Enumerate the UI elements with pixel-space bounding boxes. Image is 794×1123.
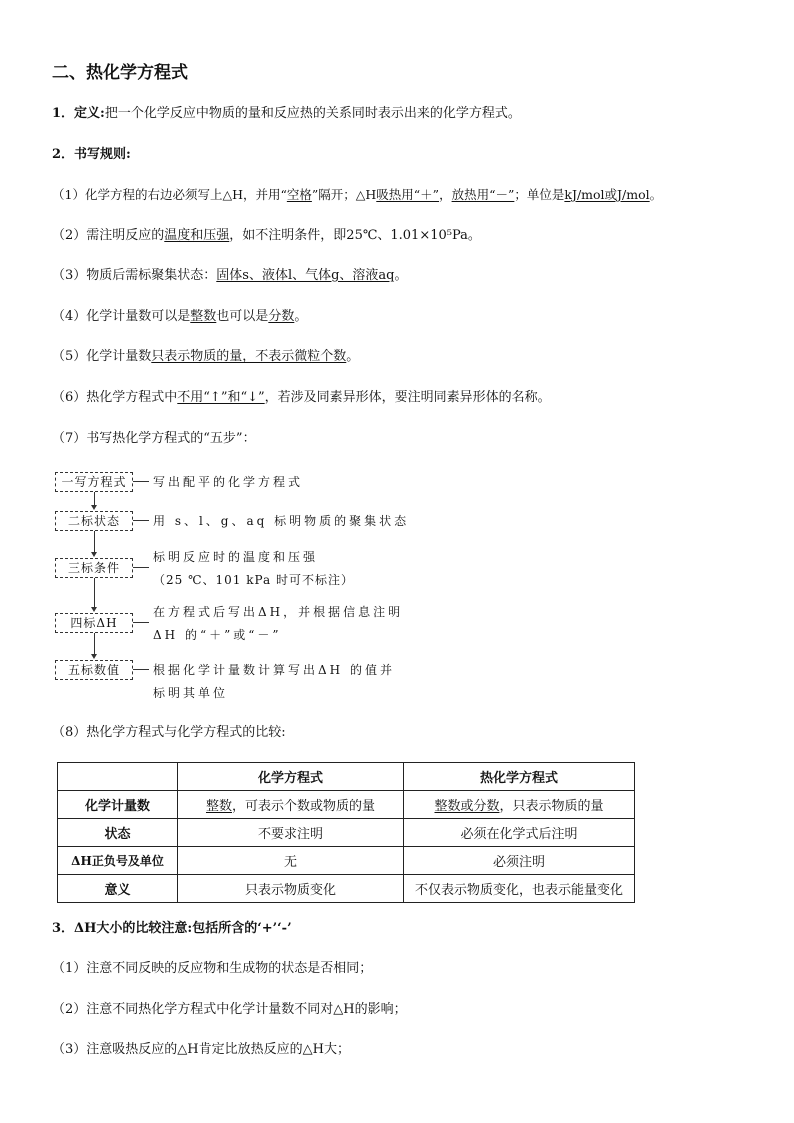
flow-step-2-desc: 用 s、l、g、aq 标明物质的聚集状态: [153, 514, 410, 528]
table-cell: [178, 791, 404, 819]
rule-6: [52, 389, 551, 407]
rule-3-text-a: （3）物质后需标聚集状态：: [52, 268, 217, 283]
comparison-note-1: （1）注意不同反映的反应物和生成物的状态是否相同；: [52, 961, 373, 976]
flow-step-2-box: 二标状态: [55, 511, 133, 531]
table-row: [58, 875, 635, 903]
flow-step-5-box: 五标数值: [55, 660, 133, 680]
flow-dash-5: [133, 669, 149, 670]
rule-3: [52, 267, 408, 285]
table-row: [58, 819, 635, 847]
rule-3-text-b: 。: [394, 268, 408, 283]
rule-1-underline-1: 空格: [286, 187, 312, 202]
rules-heading: 2．书写规则:: [52, 147, 131, 162]
rule-6-text-a: （6）热化学方程式中: [52, 390, 178, 405]
table-row-label: 化学计量数: [58, 791, 178, 819]
flow-step-3-desc-2: （25 ℃、101 kPa 时可不标注）: [153, 573, 355, 587]
flow-step-1-box: 一写方程式: [55, 472, 133, 492]
flow-connector-2: [94, 531, 95, 553]
definition: [52, 105, 521, 123]
comparison-table: [57, 762, 635, 903]
rule-1-text-d: ；单位是: [514, 187, 565, 202]
table-row-label: 意义: [58, 875, 178, 903]
flow-step-5-desc-2: 标明其单位: [153, 686, 229, 700]
definition-text: 把一个化学反应中物质的量和反应热的关系同时表示出来的化学方程式。: [104, 106, 521, 121]
rule-3-underline: 固体s、液体l、气体g、溶液aq: [216, 268, 395, 283]
flow-step-4-desc-2: ΔH 的“＋”或“－”: [153, 628, 282, 642]
comparison-note-3: （3）注意吸热反应的△H肯定比放热反应的△H大；: [52, 1042, 350, 1057]
rule-1-underline-3: 放热用“－”: [451, 187, 515, 202]
flow-dash-3: [133, 567, 149, 568]
flow-connector-4: [94, 633, 95, 655]
rule-4-text-c: 。: [294, 309, 308, 324]
table-header-cell: 热化学方程式: [404, 763, 635, 791]
rule-2-text-a: （2）需注明反应的: [52, 228, 165, 243]
table-cell: [404, 791, 635, 819]
table-header-cell: 化学方程式: [178, 763, 404, 791]
rule-1-text-a: （1）化学方程的右边必须写上△H，并用“: [52, 187, 287, 202]
rule-2-underline: 温度和压强: [164, 228, 230, 243]
flow-step-4-box: 四标ΔH: [55, 613, 133, 633]
rule-2: [52, 227, 481, 245]
flow-dash-1: [133, 481, 149, 482]
rule-6-text-b: ，若涉及同素异形体，要注明同素异形体的名称。: [264, 390, 551, 405]
table-cell: 不要求注明: [178, 819, 404, 847]
rule-1: [52, 186, 662, 204]
flow-arrow-4: [91, 654, 97, 659]
table-cell-text: ，可表示个数或物质的量: [232, 799, 376, 814]
rule-4-underline-2: 分数: [268, 309, 295, 324]
rule-4-underline-1: 整数: [190, 309, 217, 324]
flow-connector-1: [94, 492, 95, 506]
table-row: [58, 791, 635, 819]
comparison-note-2: （2）注意不同热化学方程式中化学计量数不同对△H的影响；: [52, 1002, 407, 1017]
table-cell-underline: 整数或分数: [434, 799, 500, 814]
table-row-label: 状态: [58, 819, 178, 847]
table-row: [58, 847, 635, 875]
table-cell: 不仅表示物质变化，也表示能量变化: [404, 875, 635, 903]
rule-1-underline-4: kJ/mol或J/mol: [564, 187, 650, 202]
flow-step-4-desc-1: 在方程式后写出ΔH，并根据信息注明: [153, 605, 404, 619]
table-cell: 必须在化学式后注明: [404, 819, 635, 847]
rule-2-text-b: ，如不注明条件，即25℃、1.01×10⁵Pa。: [229, 228, 481, 243]
flow-step-5-desc-1: 根据化学计量数计算写出ΔH 的值并: [153, 663, 395, 677]
table-cell: 只表示物质变化: [178, 875, 404, 903]
rule-4-text-b: 也可以是: [216, 309, 269, 324]
table-cell: 无: [178, 847, 404, 875]
table-row-label: ΔH正负号及单位: [58, 847, 178, 875]
rule-5-text-a: （5）化学计量数: [52, 349, 152, 364]
rule-5: [52, 348, 359, 366]
flow-step-1-desc: 写出配平的化学方程式: [153, 475, 304, 489]
rule-5-underline: 只表示物质的量，不表示微粒个数: [151, 349, 347, 364]
flow-connector-3: [94, 578, 95, 608]
rule-1-underline-2: 吸热用“＋”: [376, 187, 440, 202]
rule-4: [52, 308, 307, 326]
table-header-cell: [58, 763, 178, 791]
table-header-row: [58, 763, 635, 791]
flow-step-3-desc-1: 标明反应时的温度和压强: [153, 550, 319, 564]
table-cell-text: ，只表示物质的量: [499, 799, 604, 814]
definition-label: 1．定义:: [52, 106, 105, 121]
rule-6-underline: 不用“↑”和“↓”: [177, 390, 265, 405]
flow-step-3-box: 三标条件: [55, 558, 133, 578]
rule-5-text-b: 。: [346, 349, 360, 364]
comparison-heading: 3．ΔH大小的比较注意:包括所含的‘+’‘-’: [52, 921, 292, 936]
rule-4-text-a: （4）化学计量数可以是: [52, 309, 191, 324]
rule-1-text-b: ”隔开；△H: [311, 187, 377, 202]
flow-dash-4: [133, 622, 149, 623]
page-title: 二、热化学方程式: [52, 63, 188, 83]
rule-1-text-e: 。: [649, 187, 663, 202]
flow-arrow-1: [91, 505, 97, 510]
rule-7: （7）书写热化学方程式的“五步”：: [52, 431, 256, 446]
table-cell: 必须注明: [404, 847, 635, 875]
table-cell-underline: 整数: [205, 799, 232, 814]
flow-dash-2: [133, 520, 149, 521]
rule-8: （8）热化学方程式与化学方程式的比较:: [52, 725, 286, 740]
flow-arrow-3: [91, 607, 97, 612]
rule-1-text-c: ，: [439, 187, 452, 202]
flow-arrow-2: [91, 552, 97, 557]
